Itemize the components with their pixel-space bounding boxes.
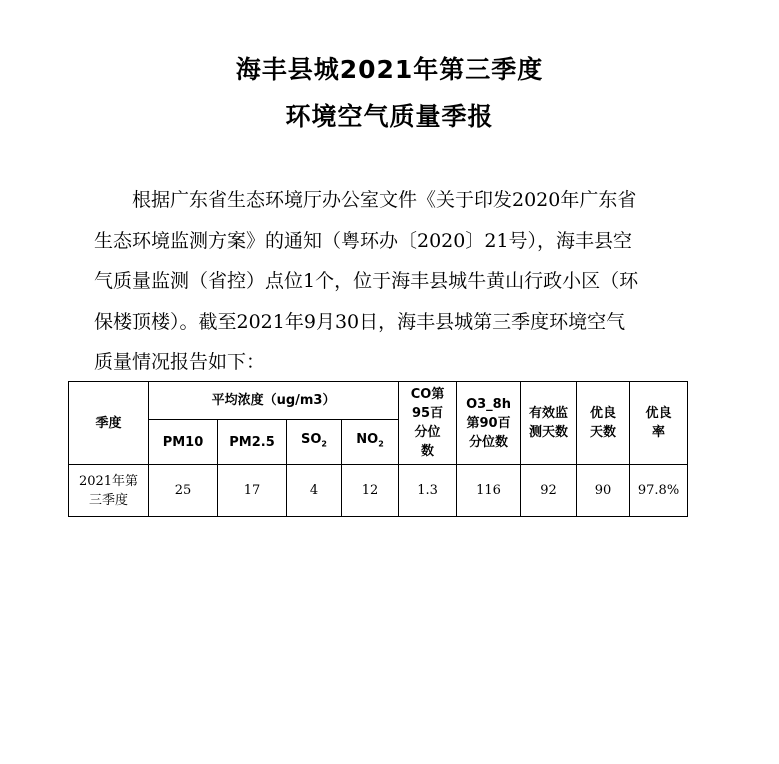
header-so2: [287, 420, 342, 465]
header-pm10: PM10: [149, 420, 218, 465]
cell-good-rate: 97.8%: [630, 465, 688, 517]
header-avg-concentration: 平均浓度（ug/m3）: [149, 382, 399, 420]
paragraph-line: 生态环境监测方案》的通知（粤环办〔2020〕21号），海丰县空: [94, 229, 633, 252]
header-no2-subscript: 2: [378, 439, 384, 449]
header-so2-subscript: 2: [321, 439, 327, 449]
report-title-line2: 环境空气质量季报: [285, 102, 494, 131]
air-quality-table: [68, 381, 688, 517]
header-season: 季度: [69, 382, 149, 465]
cell-season: 2021年第三季度: [69, 465, 149, 517]
table-header-row: [69, 382, 688, 420]
cell-valid-days: 92: [521, 465, 577, 517]
header-valid-days: 有效监测天数: [521, 382, 577, 465]
header-pm25: PM2.5: [218, 420, 287, 465]
cell-pm10: 25: [149, 465, 218, 517]
cell-so2: 4: [287, 465, 342, 517]
paragraph-line: 气质量监测（省控）点位1个，位于海丰县城牛黄山行政小区（环: [94, 270, 639, 292]
paragraph-line: 根据广东省生态环境厅办公室文件《关于印发2020年广东省: [132, 189, 637, 211]
cell-co: 1.3: [399, 465, 457, 517]
cell-o3: 116: [457, 465, 521, 517]
header-good-days: 优良天数: [577, 382, 630, 465]
header-so2-label: SO: [301, 432, 322, 448]
cell-pm25: 17: [218, 465, 287, 517]
header-good-rate: 优良率: [630, 382, 688, 465]
cell-no2: 12: [342, 465, 399, 517]
table-row: [69, 465, 688, 517]
header-no2: [342, 420, 399, 465]
paragraph-line: 保楼顶楼）。截至2021年9月30日，海丰县城第三季度环境空气: [94, 310, 626, 333]
intro-paragraph: [94, 180, 694, 383]
cell-good-days: 90: [577, 465, 630, 517]
report-title-line1: 海丰县城2021年第三季度: [235, 55, 544, 84]
header-no2-label: NO: [356, 432, 379, 448]
paragraph-line: 质量情况报告如下：: [94, 351, 266, 373]
header-o3: O3_8h第90百分位数: [457, 382, 521, 465]
header-co: CO第95百分位数: [399, 382, 457, 465]
